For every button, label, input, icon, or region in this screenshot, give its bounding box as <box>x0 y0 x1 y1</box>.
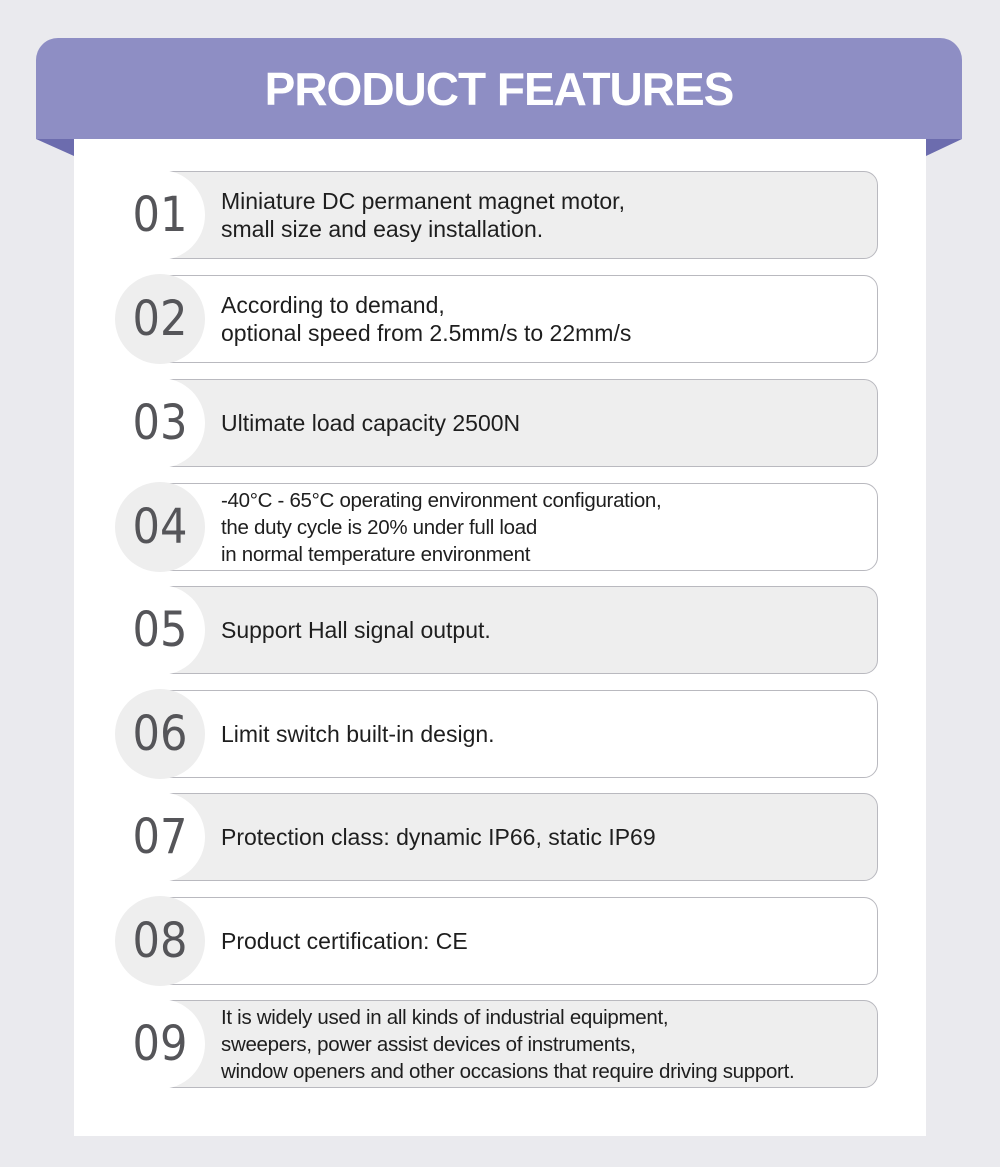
feature-number: 01 <box>115 170 205 260</box>
feature-number: 07 <box>115 792 205 882</box>
feature-item-02 <box>116 275 878 363</box>
header-fold-right <box>926 139 962 156</box>
feature-number: 03 <box>115 378 205 468</box>
feature-line: small size and easy installation. <box>221 216 544 242</box>
feature-line: window openers and other occasions that require driving support. <box>221 1059 795 1083</box>
feature-line: According to demand, <box>221 292 445 318</box>
feature-number: 09 <box>115 999 205 1089</box>
feature-line: It is widely used in all kinds of industrial equipment, <box>221 1005 669 1029</box>
page-title: PRODUCT FEATURES <box>264 62 734 115</box>
feature-description <box>221 187 871 243</box>
feature-item-09 <box>116 1000 878 1088</box>
feature-number: 02 <box>115 274 205 364</box>
feature-line: Ultimate load capacity 2500N <box>221 410 521 436</box>
feature-description <box>221 291 871 347</box>
feature-item-04 <box>116 483 878 571</box>
feature-number: 05 <box>115 585 205 675</box>
feature-line: Protection class: dynamic IP66, static IP69 <box>221 824 656 850</box>
feature-description <box>221 409 871 437</box>
feature-item-07 <box>116 793 878 881</box>
feature-line: the duty cycle is 20% under full load <box>221 515 537 539</box>
feature-line: sweepers, power assist devices of instruments, <box>221 1032 636 1056</box>
header-banner <box>36 38 962 139</box>
feature-description <box>221 823 871 851</box>
feature-line: Product certification: CE <box>221 928 468 954</box>
feature-line: -40°C - 65°C operating environment configuration, <box>221 488 662 512</box>
feature-line: optional speed from 2.5mm/s to 22mm/s <box>221 320 632 346</box>
feature-number: 06 <box>115 689 205 779</box>
feature-item-05 <box>116 586 878 674</box>
feature-line: Limit switch built-in design. <box>221 721 495 747</box>
feature-item-01 <box>116 171 878 259</box>
feature-description <box>221 616 871 644</box>
header-fold-left <box>36 139 74 156</box>
feature-line: in normal temperature environment <box>221 542 531 566</box>
feature-description <box>221 927 871 955</box>
feature-item-06 <box>116 690 878 778</box>
feature-item-08 <box>116 897 878 985</box>
feature-line: Miniature DC permanent magnet motor, <box>221 188 625 214</box>
feature-line: Support Hall signal output. <box>221 617 491 643</box>
feature-number: 08 <box>115 896 205 986</box>
feature-item-03 <box>116 379 878 467</box>
feature-number: 04 <box>115 482 205 572</box>
feature-description <box>221 1004 871 1085</box>
feature-description <box>221 720 871 748</box>
feature-description <box>221 487 871 568</box>
